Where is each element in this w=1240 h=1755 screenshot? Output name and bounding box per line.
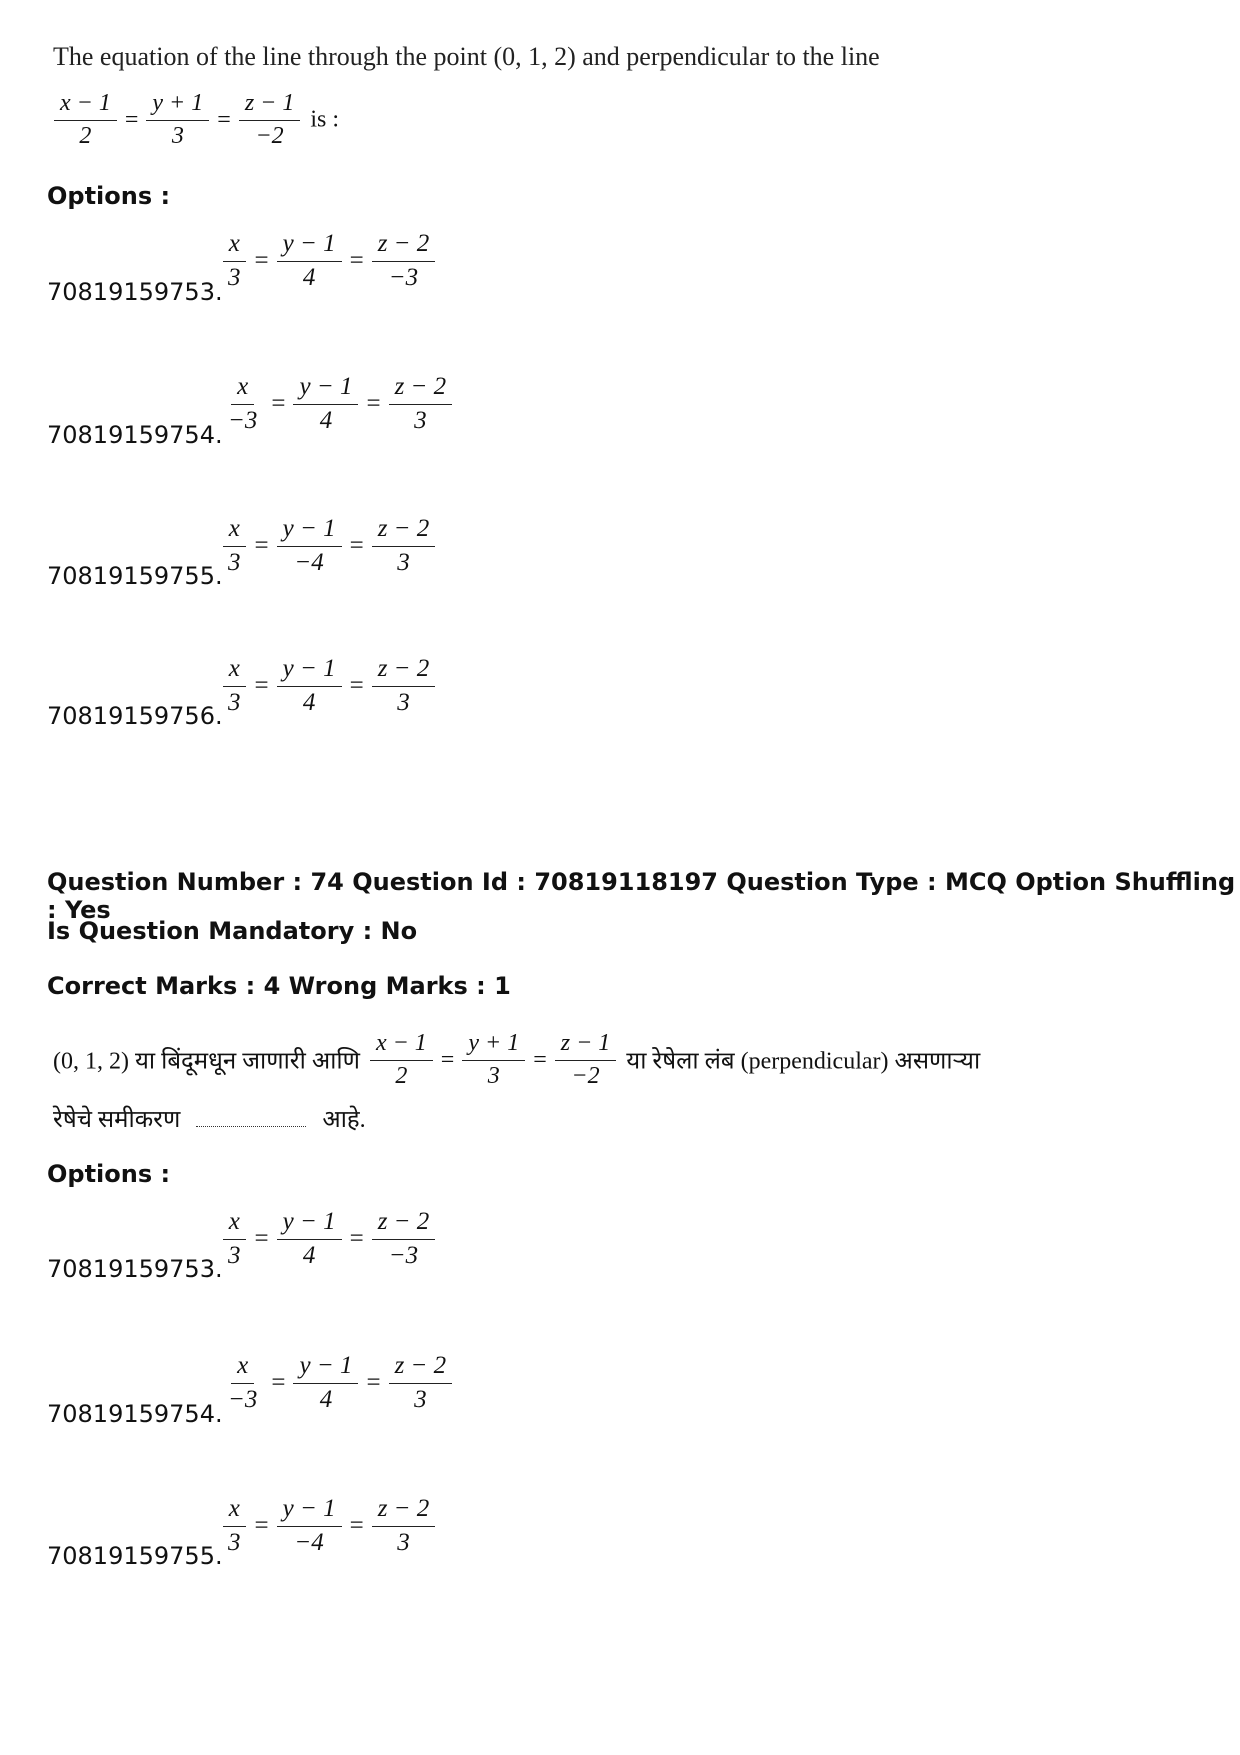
- numerator: z − 2: [372, 1495, 436, 1527]
- q74-option-1-id: 70819159753.: [47, 1255, 223, 1283]
- numerator: y − 1: [277, 1495, 342, 1527]
- q73-options-heading: Options :: [47, 182, 171, 210]
- denominator: 3: [228, 688, 241, 716]
- q73-option-2-formula[interactable]: $\frac{x}{-3}$ = $\frac{y - 1}{4}$ = $\frac{z - 2}{3}$: [218, 373, 456, 436]
- numerator: x − 1: [370, 1030, 433, 1061]
- denominator: 4: [302, 688, 316, 716]
- q73-given-line-equation: $\frac{x - 1}{2}$ = $\frac{y + 1}{3}$ = $\frac{z - 1}{-2}$ is :: [50, 90, 339, 150]
- denominator: 2: [395, 1062, 408, 1089]
- q74-marathi-suffix: या रेषेला लंब (perpendicular) असणाऱ्या: [626, 1048, 981, 1075]
- numerator: z − 2: [372, 1208, 436, 1240]
- numerator: x: [223, 1495, 246, 1527]
- q73-question-line: The equation of the line through the point (0, 1, 2) and perpendicular to the line: [53, 42, 880, 71]
- denominator: 3: [397, 688, 410, 716]
- q73-option-4-id: 70819159756.: [47, 702, 223, 730]
- q74-option-1-formula[interactable]: $\frac{x}{3}$ = $\frac{y - 1}{4}$ = $\frac{z - 2}{-3}$: [218, 1208, 439, 1271]
- numerator: z − 2: [389, 373, 453, 405]
- q73-given-fraction-1: [54, 90, 117, 150]
- denominator: 3: [487, 1062, 500, 1089]
- denominator: 4: [319, 1385, 333, 1413]
- q74-option-3-formula[interactable]: $\frac{x}{3}$ = $\frac{y - 1}{-4}$ = $\frac{z - 2}{3}$: [218, 1495, 439, 1558]
- denominator: −3: [388, 263, 419, 291]
- denominator: 4: [302, 1241, 316, 1269]
- denominator: 2: [79, 122, 92, 149]
- denominator: 3: [228, 1241, 241, 1269]
- denominator: 3: [228, 548, 241, 576]
- q73-given-fraction-2: [146, 90, 209, 150]
- denominator: 3: [397, 548, 410, 576]
- numerator: z − 1: [239, 90, 301, 121]
- numerator: y − 1: [277, 230, 342, 262]
- denominator: −4: [294, 548, 324, 576]
- denominator: 3: [171, 122, 184, 149]
- denominator: −3: [228, 1385, 258, 1413]
- q74-marathi-question-line2: [53, 1102, 366, 1135]
- numerator: y − 1: [277, 1208, 342, 1240]
- numerator: y + 1: [146, 90, 209, 121]
- q74-option-3-id: 70819159755.: [47, 1542, 223, 1570]
- answer-blank: [196, 1126, 306, 1127]
- numerator: x: [223, 230, 246, 262]
- denominator: −4: [294, 1528, 324, 1556]
- q74-mandatory-line: Is Question Mandatory : No: [47, 917, 418, 945]
- numerator: z − 2: [372, 515, 436, 547]
- numerator: x: [223, 1208, 246, 1240]
- q74-option-2-formula[interactable]: $\frac{x}{-3}$ = $\frac{y - 1}{4}$ = $\frac{z - 2}{3}$: [218, 1352, 456, 1415]
- q73-option-1-id: 70819159753.: [47, 278, 223, 306]
- denominator: 3: [397, 1528, 410, 1556]
- numerator: y − 1: [293, 373, 358, 405]
- numerator: x: [223, 515, 246, 547]
- q73-given-suffix: is :: [310, 106, 340, 133]
- denominator: 3: [228, 1528, 241, 1556]
- q73-option-3-id: 70819159755.: [47, 562, 223, 590]
- numerator: z − 2: [389, 1352, 453, 1384]
- denominator: 3: [414, 406, 427, 434]
- denominator: −3: [228, 406, 258, 434]
- denominator: −2: [255, 122, 284, 149]
- numerator: y − 1: [277, 655, 342, 687]
- q74-marathi-line2-b: आहे.: [322, 1107, 366, 1133]
- denominator: 4: [302, 263, 316, 291]
- q74-marathi-prefix: (0, 1, 2) या बिंदूमधून जाणारी आणि: [53, 1048, 360, 1075]
- q74-meta-line: Question Number : 74 Question Id : 70819118197 Question Type : MCQ Option Shuffling : Yes: [47, 868, 1236, 924]
- q73-option-4-formula[interactable]: $\frac{x}{3}$ = $\frac{y - 1}{4}$ = $\frac{z - 2}{3}$: [218, 655, 439, 718]
- q73-option-1-formula[interactable]: $\frac{x}{3}$ = $\frac{y - 1}{4}$ = $\frac{z - 2}{-3}$: [218, 230, 439, 293]
- numerator: x: [231, 373, 254, 405]
- q74-marks-line: Correct Marks : 4 Wrong Marks : 1: [47, 972, 511, 1000]
- denominator: 3: [414, 1385, 427, 1413]
- numerator: z − 2: [372, 230, 436, 262]
- q74-marathi-line2-a: रेषेचे समीकरण: [53, 1107, 181, 1133]
- q74-options-heading: Options :: [47, 1160, 171, 1188]
- numerator: z − 2: [372, 655, 436, 687]
- numerator: y + 1: [462, 1030, 525, 1061]
- numerator: x: [231, 1352, 254, 1384]
- numerator: x − 1: [54, 90, 117, 121]
- denominator: −2: [571, 1062, 600, 1089]
- denominator: −3: [388, 1241, 419, 1269]
- denominator: 3: [228, 263, 241, 291]
- denominator: 4: [319, 406, 333, 434]
- numerator: y − 1: [277, 515, 342, 547]
- numerator: z − 1: [555, 1030, 617, 1061]
- q74-given-fraction-1: [370, 1030, 433, 1090]
- q73-given-fraction-3: [239, 90, 301, 150]
- q74-given-fraction-3: [555, 1030, 617, 1090]
- q74-given-fraction-2: [462, 1030, 525, 1090]
- q74-marathi-question-line1: (0, 1, 2) या बिंदूमधून जाणारी आणि $\frac{x - 1}{2}$ = $\frac{y + 1}{3}$ = $\frac{z - 1}{-2}$ या रेषेला लंब (perpendicular) असणाऱ्या: [53, 1030, 981, 1089]
- numerator: x: [223, 655, 246, 687]
- q73-option-3-formula[interactable]: $\frac{x}{3}$ = $\frac{y - 1}{-4}$ = $\frac{z - 2}{3}$: [218, 515, 439, 578]
- q73-option-2-id: 70819159754.: [47, 421, 223, 449]
- numerator: y − 1: [293, 1352, 358, 1384]
- q74-option-2-id: 70819159754.: [47, 1400, 223, 1428]
